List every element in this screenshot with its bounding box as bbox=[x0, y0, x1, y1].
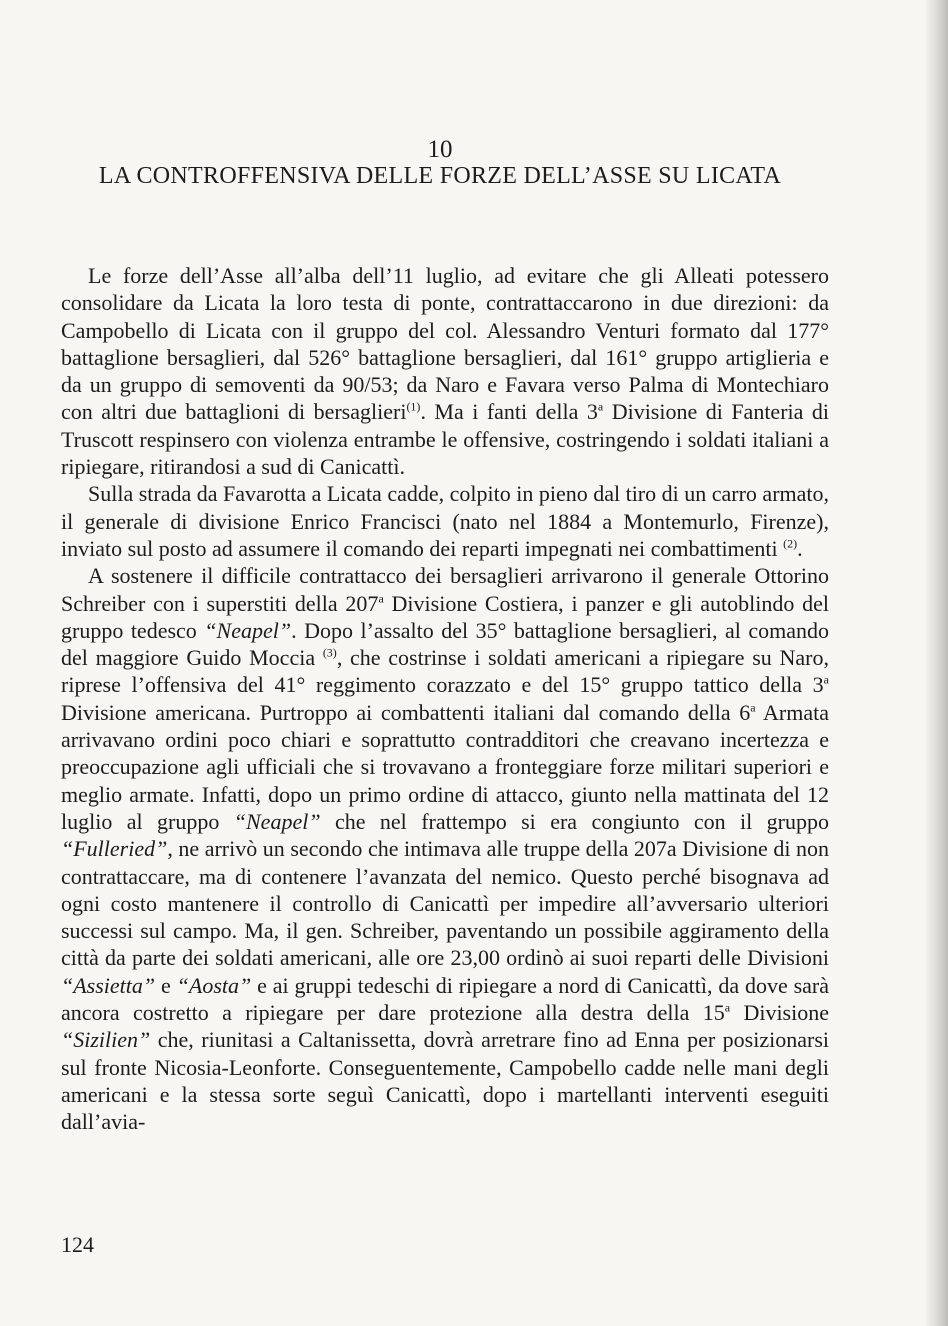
paragraph-2 bbox=[61, 480, 829, 562]
italic-name: “Neapel” bbox=[233, 808, 321, 834]
text-segment: . Ma i fanti della 3 bbox=[420, 399, 598, 425]
text-segment: , ne arrivò un secondo che intimava alle truppe della 207a Divisione di non contrattaccare, ma di contenere l’avanzata del nemico. Questo perché bisognava ad ogni costo mantenere il controllo di Canicattì per impedire all’avversario ulteriori successi sul campo. Ma, il gen. Schreiber, paventando un possibile aggiramento della città da parte dei soldati americani, alle ore 23,00 ordinò ai suoi reparti delle Divisioni bbox=[61, 836, 829, 971]
text-segment: Divisione Costiera, i panzer e gli autoblindo del gruppo tedesco bbox=[61, 590, 829, 643]
page-number: 124 bbox=[61, 1232, 94, 1257]
superscript: (2) bbox=[783, 536, 798, 551]
text-segment: Le forze dell’Asse all’alba dell’11 luglio, ad evitare che gli Alleati potessero consolidare da Licata la loro testa di ponte, contrattaccarono in due direzioni: da Campobello di Licata con il gruppo del col. Alessandro Venturi formato dal 177° battaglione bersaglieri, dal 526° battaglione bersaglieri, dal 161° gruppo artiglieria e da un gruppo di semoventi da 90/53; da Naro e Favara verso Palma di Montechiaro con altri due battaglioni di bersaglieri bbox=[61, 263, 829, 425]
text-segment: che, riunitasi a Caltanissetta, dovrà arretrare fino ad Enna per posizionarsi sul fronte Nicosia-Leonforte. Conseguentemente, Campobello cadde nelle mani degli americani e la stessa sorte seguì Canicattì, dopo i martellanti interventi eseguiti dall’avia- bbox=[61, 1027, 829, 1135]
italic-name: “Fulleried” bbox=[61, 836, 168, 862]
superscript: a bbox=[597, 400, 604, 415]
text-segment: Armata arrivavano ordini poco chiari e soprattutto contradditori che creavano incertezza e preoccupazione agli ufficiali che si trovavano a fronteggiare forze militari superiori e meglio armate. Infatti, dopo un primo ordine di attacco, giunto nella mattinata del 12 luglio al gruppo bbox=[61, 699, 829, 834]
superscript: a bbox=[378, 591, 384, 606]
text-segment: , che costrinse i soldati americani a ripiegare su Naro, riprese l’offensiva del 41° reggimento corazzato e del 15° gruppo tattico della 3 bbox=[61, 645, 829, 698]
text-segment: A sostenere il difficile contrattacco dei bersaglieri arrivarono il generale Ottorino Schreiber con i superstiti della 207 bbox=[61, 563, 829, 616]
superscript: a bbox=[823, 673, 829, 688]
text-segment: Divisione di Fanteria di Truscott respinsero con violenza entrambe le offensive, costringendo i soldati italiani a ripiegare, ritirandosi a sud di Canicattì. bbox=[61, 399, 829, 480]
body-text bbox=[61, 262, 829, 1136]
italic-name: “Aosta” bbox=[176, 972, 252, 998]
superscript: (3) bbox=[322, 645, 337, 660]
text-segment: e ai gruppi tedeschi di ripiegare a nord di Canicattì, da dove sarà ancora costretto a ripiegare per dare protezione alla destra della 15 bbox=[61, 972, 829, 1026]
text-segment: Divisione bbox=[730, 1000, 829, 1026]
text-segment: . Dopo l’assalto del 35° battaglione bersaglieri, al comando del maggiore Guido Moccia bbox=[61, 617, 829, 671]
chapter-number: 10 bbox=[427, 136, 453, 163]
text-segment: . bbox=[797, 535, 803, 561]
italic-name: “Neapel” bbox=[204, 617, 292, 643]
text-segment: e bbox=[155, 972, 177, 998]
italic-name: “Sizilien” bbox=[61, 1027, 151, 1053]
text-segment: Sulla strada da Favarotta a Licata cadde, colpito in pieno dal tiro di un carro armato, il generale di divisione Enrico Francisci (nato nel 1884 a Montemurlo, Firenze), inviato sul posto ad assumere il comando dei reparti impegnati nei combattimenti bbox=[61, 481, 830, 561]
superscript: a bbox=[750, 700, 756, 715]
page-edge-shadow bbox=[926, 0, 948, 1326]
chapter-title: LA CONTROFFENSIVA DELLE FORZE DELL’ASSE SU LICATA bbox=[98, 163, 782, 189]
superscript: a bbox=[724, 1000, 731, 1015]
text-segment: Divisione americana. Purtroppo ai combattenti italiani dal comando della 6 bbox=[61, 699, 751, 725]
paragraph-3 bbox=[61, 562, 829, 1135]
italic-name: “Assietta” bbox=[61, 972, 156, 998]
text-segment: che nel frattempo si era congiunto con il gruppo bbox=[320, 808, 829, 834]
superscript: (1) bbox=[406, 400, 421, 415]
paragraph-1 bbox=[61, 262, 829, 480]
